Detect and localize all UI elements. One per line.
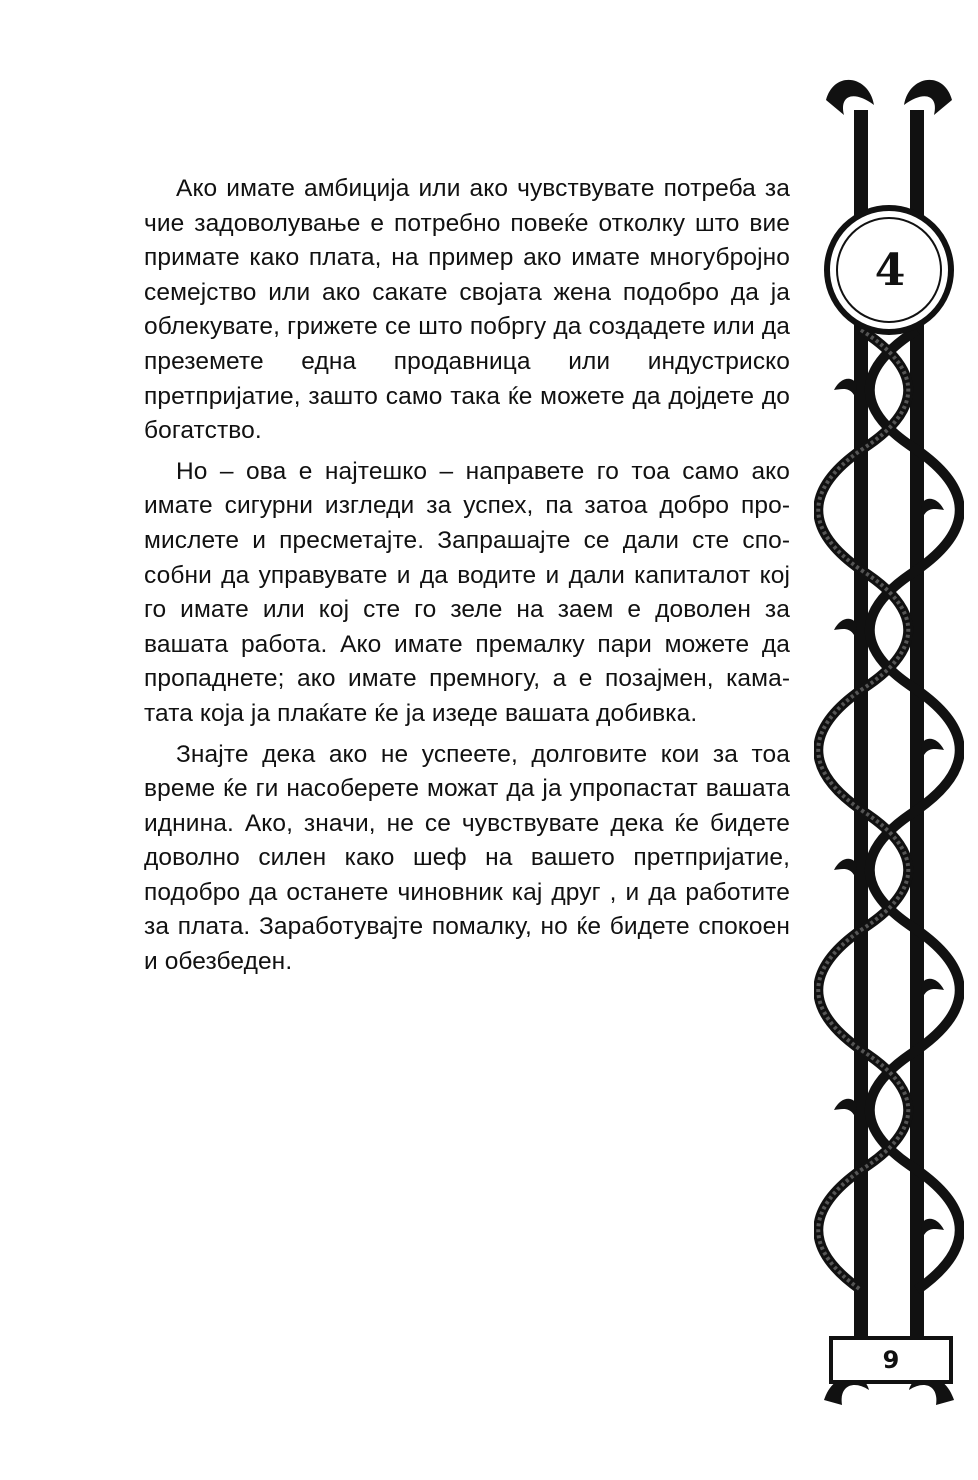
paragraph-3: Знајте дека ако не успеете, долговите кои за тоа време ќе ги насоберете можат да ја упропастат вашата иднина. Ако, значи, не се чувствувате дека ќе бидете доволно силен како шеф на вашето претпријатие, подобро да останете чиновник кај друг , и да работите за плата. Заработувајте помалку, но ќе бидете спокоен и обезбеден. — [144, 740, 790, 976]
chapter-number-badge: 4 — [874, 244, 906, 296]
page-number: 9 — [829, 1336, 953, 1384]
paragraph-2: Но – ова е најтешко – направете го тоа само ако имате сигурни изгледи за успех, па затоа добро промислете и пресметајте. Запрашајте се дали сте способни да управувате и да водите и дали капиталот кој го имате или кој сте го зеле на заем е доволен за вашата работа. Ако имате премалку пари можете да пропаднете; ако имате премногу, а е позајмен, каматата која ја плаќате ќе ја изеде вашата добивка. — [144, 457, 790, 727]
body-text — [144, 172, 790, 986]
paragraph-1: Ако имате амбиција или ако чувствувате потреба за чие задоволување е потребно повеќе отколку што вие примате како плата, на пример ако имате многубројно семејство или ако сакате својата жена подобро да ја облекувате, грижете се што побргу да создадете или да преземете една продавница или индустриско претпријатие, зашто само така ќе можете да дојдете до богатство. — [144, 175, 790, 445]
